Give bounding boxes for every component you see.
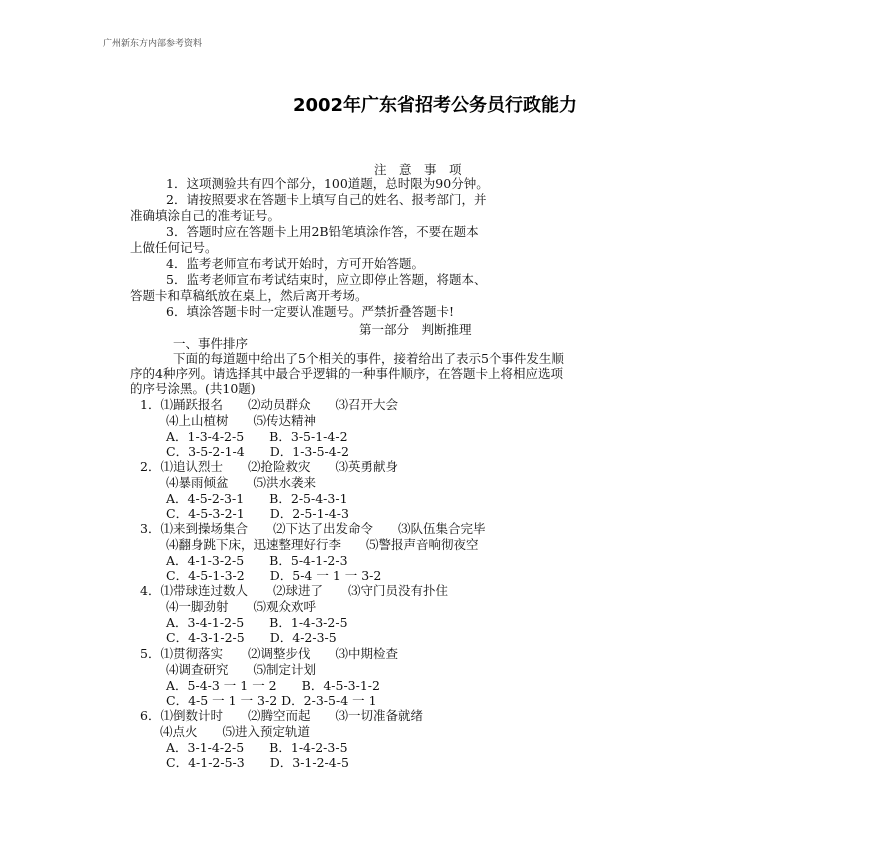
intro-line: 序的4种序列。请选择其中最合乎逻辑的一种事件顺序，在答题卡上将相应选项 — [130, 366, 563, 381]
question-2-events: ⑷暴雨倾盆 ⑸洪水袭来 — [166, 475, 317, 490]
question-4-options: A．3-4-1-2-5 B．1-4-3-2-5 — [166, 615, 348, 630]
question-2-events: 2．⑴追认烈士 ⑵抢险救灾 ⑶英勇献身 — [140, 459, 398, 474]
notice-line: 5．监考老师宣布考试结束时，应立即停止答题，将题本、 — [166, 272, 487, 287]
notice-line: 准确填涂自己的准考证号。 — [130, 208, 281, 223]
notice-line: 6．填涂答题卡时一定要认准题号。严禁折叠答题卡! — [166, 304, 454, 319]
intro-line: 的序号涂黑。(共10题) — [130, 381, 256, 396]
question-1-events: 1．⑴踊跃报名 ⑵动员群众 ⑶召开大会 — [140, 397, 398, 412]
question-5-events: ⑷调查研究 ⑸制定计划 — [166, 662, 317, 677]
question-2-options: C．4-5-3-2-1 D．2-5-1-4-3 — [166, 506, 349, 521]
question-3-events: 3．⑴来到操场集合 ⑵下达了出发命令 ⑶队伍集合完毕 — [140, 521, 486, 536]
notice-line: 答题卡和草稿纸放在桌上，然后离开考场。 — [130, 288, 368, 303]
question-4-events: ⑷一脚劲射 ⑸观众欢呼 — [166, 599, 317, 614]
document-title: 2002年广东省招考公务员行政能力 — [292, 95, 578, 116]
question-3-options: C．4-5-1-3-2 D．5-4 一 1 一 3-2 — [166, 568, 382, 583]
notice-line: 2．请按照要求在答题卡上填写自己的姓名、报考部门，并 — [166, 192, 487, 207]
question-5-options: A．5-4-3 一 1 一 2 B．4-5-3-1-2 — [166, 678, 380, 693]
notice-heading: 注 意 事 项 — [374, 162, 462, 177]
page-header: 广州新东方内部参考资料 — [103, 39, 203, 49]
question-1-events: ⑷上山植树 ⑸传达精神 — [166, 413, 317, 428]
intro-line: 下面的每道题中给出了5个相关的事件，接着给出了表示5个事件发生顺 — [173, 351, 564, 366]
question-1-options: A．1-3-4-2-5 B．3-5-1-4-2 — [166, 429, 348, 444]
question-3-options: A．4-1-3-2-5 B．5-4-1-2-3 — [166, 553, 348, 568]
question-5-options: C．4-5 一 1 一 3-2 D．2-3-5-4 一 1 — [166, 693, 377, 708]
question-2-options: A．4-5-2-3-1 B．2-5-4-3-1 — [166, 491, 348, 506]
notice-line: 上做任何记号。 — [130, 240, 218, 255]
question-3-events: ⑷翻身跳下床，迅速整理好行李 ⑸警报声音响彻夜空 — [166, 537, 479, 552]
question-4-options: C．4-3-1-2-5 D．4-2-3-5 — [166, 630, 337, 645]
notice-line: 4．监考老师宣布考试开始时，方可开始答题。 — [166, 256, 424, 271]
question-6-events: ⑷点火 ⑸进入预定轨道 — [160, 724, 311, 739]
question-6-options: C．4-1-2-5-3 D．3-1-2-4-5 — [166, 755, 349, 770]
question-6-options: A．3-1-4-2-5 B．1-4-2-3-5 — [166, 740, 348, 755]
notice-line: 3．答题时应在答题卡上用2B铅笔填涂作答，不要在题本 — [166, 224, 479, 239]
question-1-options: C．3-5-2-1-4 D．1-3-5-4-2 — [166, 444, 349, 459]
notice-line: 1．这项测验共有四个部分，100道题，总时限为90分钟。 — [166, 176, 489, 191]
question-5-events: 5．⑴贯彻落实 ⑵调整步伐 ⑶中期检查 — [140, 646, 398, 661]
section-heading: 一、事件排序 — [173, 336, 249, 351]
question-4-events: 4．⑴带球连过数人 ⑵球进了 ⑶守门员没有扑住 — [140, 583, 448, 598]
part-heading: 第一部分 判断推理 — [359, 322, 472, 337]
question-6-events: 6．⑴倒数计时 ⑵腾空而起 ⑶一切准备就绪 — [140, 708, 423, 723]
